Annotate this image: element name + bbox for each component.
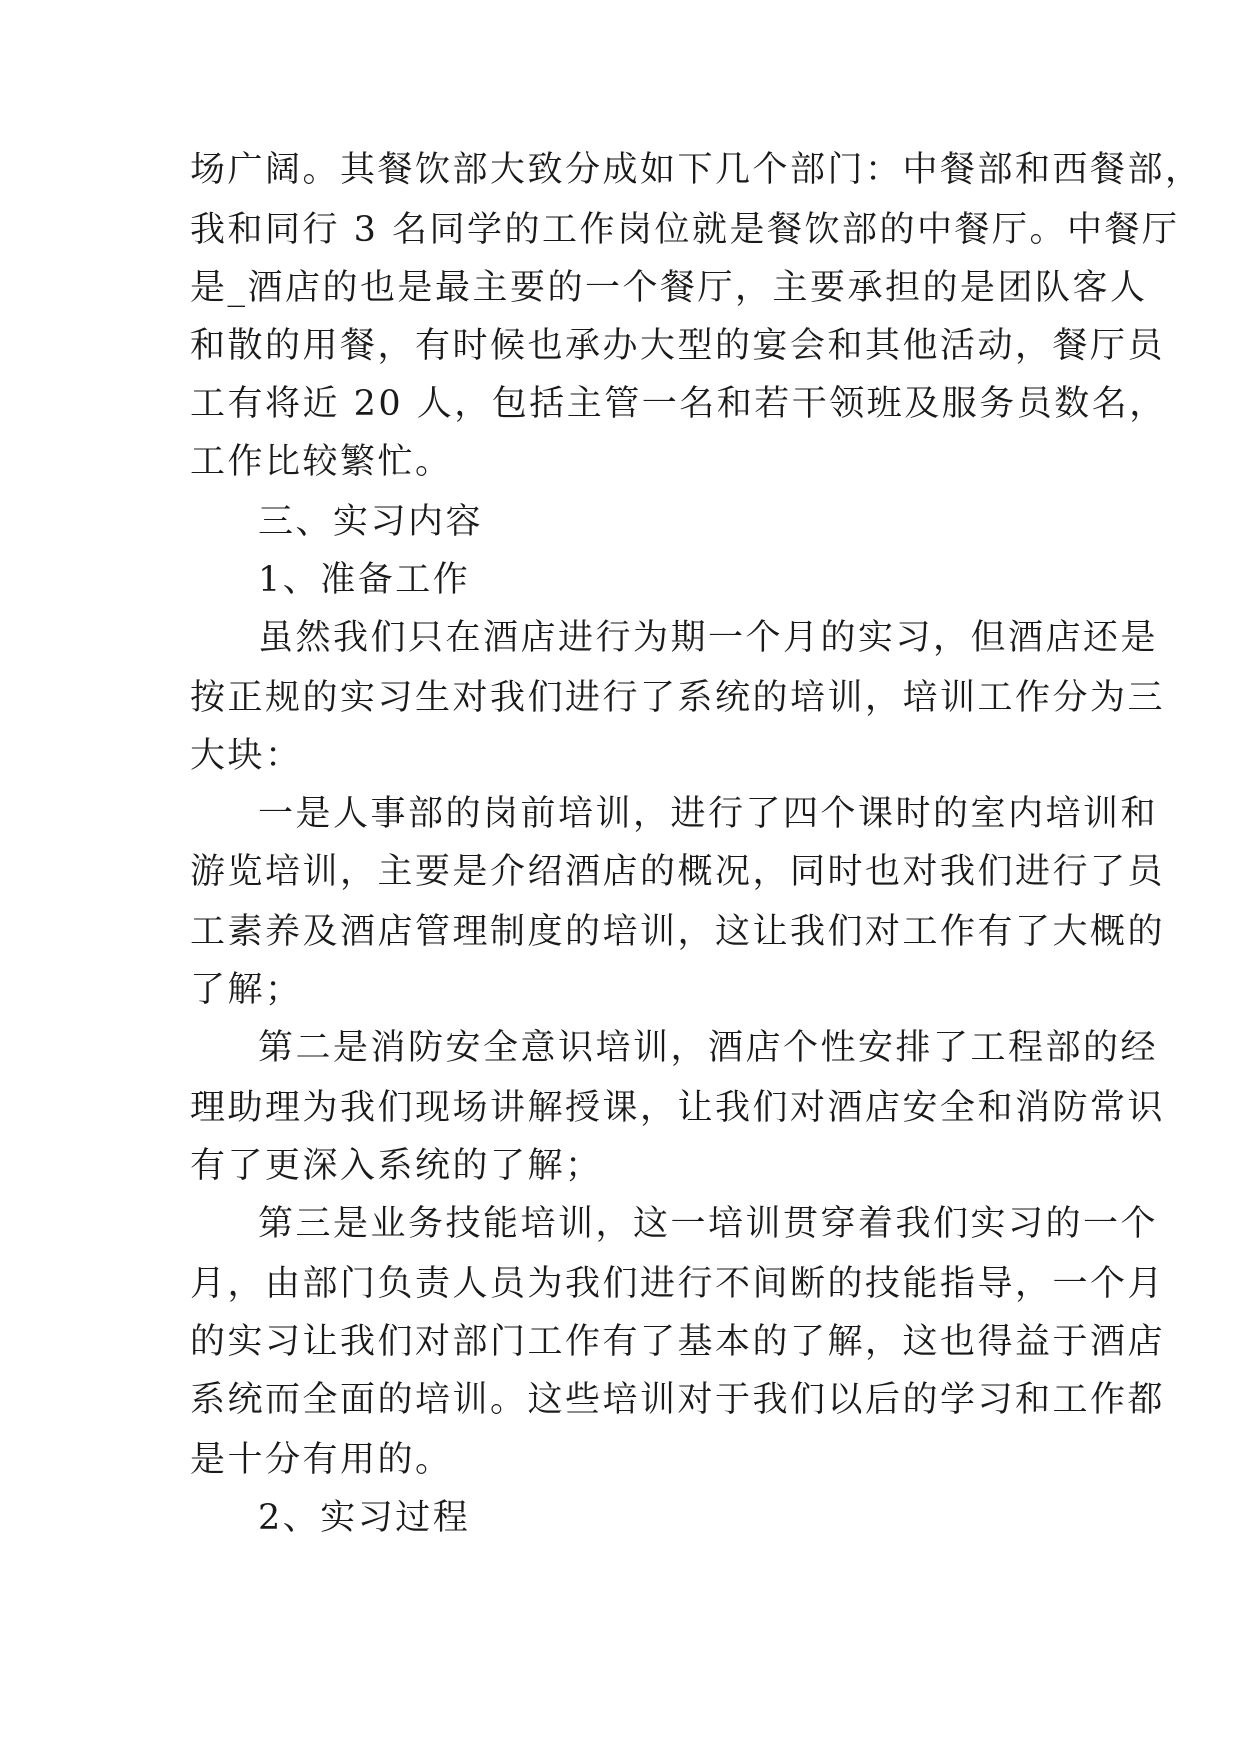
section-heading: 三、实习内容 (258, 502, 484, 542)
text-line: 工素养及酒店管理制度的培训，这让我们对工作有了大概的 (190, 912, 1166, 952)
text-line: 是十分有用的。 (190, 1440, 453, 1480)
text-line: 按正规的实习生对我们进行了系统的培训，培训工作分为三 (190, 678, 1166, 718)
text-line: 一是人事部的岗前培训，进行了四个课时的室内培训和 (258, 794, 1159, 834)
text-line: 有了更深入系统的了解； (190, 1146, 603, 1186)
text-line: 月，由部门负责人员为我们进行不间断的技能指导，一个月 (190, 1264, 1166, 1304)
text-line: 我和同行 3 名同学的工作岗位就是餐饮部的中餐厅。中餐厅 (190, 210, 1180, 250)
subsection-heading: 2、实习过程 (258, 1498, 471, 1538)
text-line: 工作比较繁忙。 (190, 442, 453, 482)
text-line: 游览培训，主要是介绍酒店的概况，同时也对我们进行了员 (190, 852, 1166, 892)
text-line: 第二是消防安全意识培训，酒店个性安排了工程部的经 (258, 1028, 1159, 1068)
text-line: 理助理为我们现场讲解授课，让我们对酒店安全和消防常识 (190, 1088, 1166, 1128)
text-line: 系统而全面的培训。这些培训对于我们以后的学习和工作都 (190, 1380, 1166, 1420)
text-line: 的实习让我们对部门工作有了基本的了解，这也得益于酒店 (190, 1322, 1166, 1362)
subsection-heading: 1、准备工作 (258, 560, 471, 600)
text-line: 和散的用餐，有时候也承办大型的宴会和其他活动，餐厅员 (190, 326, 1166, 366)
text-line: 虽然我们只在酒店进行为期一个月的实习，但酒店还是 (258, 618, 1159, 658)
text-line: 是_酒店的也是最主要的一个餐厅，主要承担的是团队客人 (190, 268, 1148, 308)
text-line: 大块： (190, 736, 303, 776)
text-line: 场广阔。其餐饮部大致分成如下几个部门：中餐部和西餐部， (190, 150, 1203, 190)
text-line: 第三是业务技能培训，这一培训贯穿着我们实习的一个 (258, 1204, 1159, 1244)
text-line: 工有将近 20 人，包括主管一名和若干领班及服务员数名， (190, 384, 1167, 424)
text-line: 了解； (190, 970, 303, 1010)
